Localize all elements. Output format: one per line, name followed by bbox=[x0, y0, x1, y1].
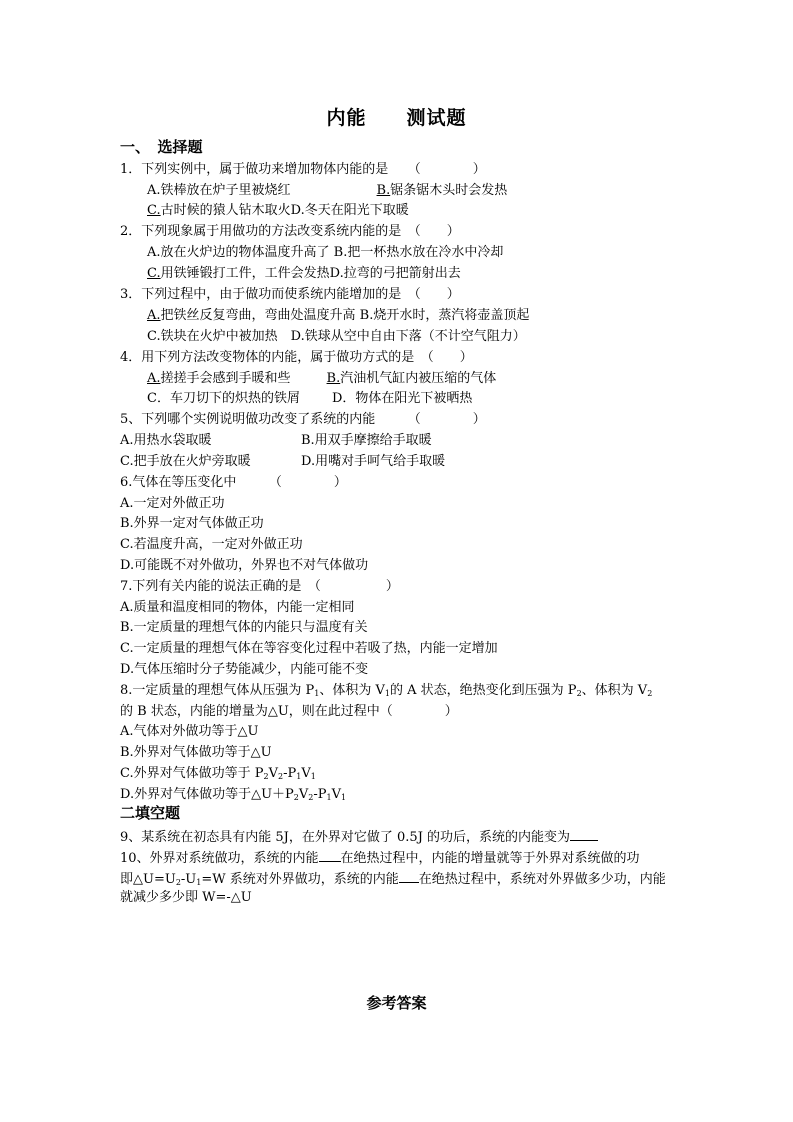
q10-blank-1[interactable] bbox=[319, 849, 341, 862]
q7-option-b: B.一定质量的理想气体的内能只与温度有关 bbox=[120, 620, 368, 635]
q8-sub: 2 bbox=[647, 689, 653, 698]
question-5-options-ab bbox=[120, 433, 432, 449]
q6-option-a: A.一定对外做正功 bbox=[120, 496, 225, 511]
q8-stem-part: 的 A 状态，绝热变化到压强为 P bbox=[390, 683, 577, 698]
q8c-part: V bbox=[301, 766, 311, 781]
section-choice-heading: 一、 选择题 bbox=[120, 138, 203, 156]
q4-option-b-letter: B. bbox=[326, 371, 341, 386]
q8d-part: V bbox=[298, 787, 309, 802]
q6-option-d: D.可能既不对外做功，外界也不对气体做功 bbox=[120, 558, 369, 573]
question-4-stem: 4．用下列方法改变物体的内能，属于做功方式的是 （ ） bbox=[120, 350, 473, 365]
q5-option-b: B.用双手摩擦给手取暖 bbox=[301, 433, 432, 448]
q1-option-c-text: 古时候的猿人钻木取火 bbox=[160, 203, 291, 218]
question-2-stem: 2．下列现象属于用做功的方法改变系统内能的是 （ ） bbox=[120, 224, 460, 239]
q8-sub: 2 bbox=[576, 689, 582, 698]
q5-option-a: A.用热水袋取暖 bbox=[120, 433, 212, 448]
question-9 bbox=[120, 828, 598, 846]
q9-blank[interactable] bbox=[570, 828, 598, 841]
q7-option-c: C.一定质量的理想气体在等容变化过程中若吸了热，内能一定增加 bbox=[120, 641, 498, 656]
question-1-options-ab bbox=[147, 183, 507, 199]
q10-text: =W 系统对外界做功，系统的内能 bbox=[201, 872, 399, 887]
question-4-options-ab bbox=[147, 371, 496, 387]
q8d-part: V bbox=[331, 787, 341, 802]
answer-heading: 参考答案 bbox=[366, 994, 427, 1012]
question-8-stem-line2: 的 B 状态，内能的增量为△U，则在此过程中（ ） bbox=[120, 704, 458, 719]
q8-sub: 2 bbox=[277, 772, 284, 781]
question-4-options-cd bbox=[147, 391, 472, 407]
question-3-options-ab bbox=[147, 308, 529, 324]
q8c-part: C.外界对气体做功等于 P bbox=[120, 766, 264, 781]
question-2-options-ab: A.放在火炉边的物体温度升高了 B.把一杯热水放在冷水中冷却 bbox=[147, 245, 504, 260]
q8-option-b: B.外界对气体做功等于△U bbox=[120, 745, 272, 760]
q7-option-d: D.气体压缩时分子势能减少，内能可能不变 bbox=[120, 662, 369, 677]
question-8-stem-line1 bbox=[120, 683, 652, 702]
q9-text: 9、某系统在初态具有内能 5J，在外界对它做了 0.5J 的功后，系统的内能变为 bbox=[120, 830, 571, 845]
q8-sub: 1 bbox=[296, 772, 302, 781]
q8-stem-part: 、体积为 V bbox=[581, 683, 648, 698]
q10-text: 在绝热过程中，系统对外界做多少功，内能 bbox=[418, 872, 666, 887]
q1-option-b-letter: B. bbox=[376, 183, 391, 198]
q7-option-a: A.质量和温度相同的物体，内能一定相同 bbox=[120, 600, 355, 615]
q4-option-d: D．物体在阳光下被晒热 bbox=[331, 391, 473, 406]
question-3-stem: 3．下列过程中，由于做功而使系统内能增加的是 （ ） bbox=[120, 287, 460, 302]
q5-option-d: D.用嘴对手呵气给手取暖 bbox=[301, 454, 446, 469]
question-6-stem: 6.气体在等压变化中 （ ） bbox=[120, 475, 347, 490]
q10-text: -U bbox=[180, 872, 197, 887]
q8-sub: 2 bbox=[308, 793, 314, 802]
question-1-options-cd bbox=[147, 203, 409, 219]
q8-sub: 2 bbox=[263, 772, 269, 781]
q2-option-c-letter: C. bbox=[147, 266, 161, 281]
question-10-line1 bbox=[120, 849, 640, 867]
q4-option-c: C．车刀切下的炽热的铁屑 bbox=[147, 391, 300, 406]
q10-text: 即△U=U bbox=[120, 872, 176, 887]
q10-text: 在绝热过程中，内能的增量就等于外界对系统做的功 bbox=[340, 851, 640, 866]
question-5-options-cd bbox=[120, 454, 445, 470]
q8-sub: 2 bbox=[293, 793, 299, 802]
q10-text: 10、外界对系统做功，系统的内能 bbox=[120, 851, 319, 866]
question-3-options-cd: C.铁块在火炉中被加热 D.铁球从空中自由下落（不计空气阻力） bbox=[147, 329, 526, 344]
question-7-stem: 7.下列有关内能的说法正确的是 （ ） bbox=[120, 579, 399, 594]
section-fill-heading: 二填空题 bbox=[120, 804, 181, 822]
q8c-part: V bbox=[268, 766, 278, 781]
q3-option-a-text: 把铁丝反复弯曲，弯曲处温度升高 B.烧开水时，蒸汽将壶盖顶起 bbox=[160, 308, 530, 323]
question-1-stem: 1．下列实例中，属于做功来增加物体内能的是 （ ） bbox=[120, 162, 486, 177]
question-2-options-cd bbox=[147, 266, 461, 282]
q6-option-b: B.外界一定对气体做正功 bbox=[120, 516, 264, 531]
q2-option-c-text: 用铁锤锻打工件，工件会发热 bbox=[160, 266, 330, 281]
q8-sub: 1 bbox=[384, 689, 391, 698]
q10-sub: 1 bbox=[196, 878, 202, 887]
q4-option-b-text: 汽油机气缸内被压缩的气体 bbox=[340, 371, 497, 386]
q8-stem-part: 8.一定质量的理想气体从压强为 P bbox=[120, 683, 315, 698]
question-10-line2 bbox=[120, 870, 666, 891]
question-10-line3: 就减少多少即 W=-△U bbox=[120, 890, 252, 905]
q4-option-a-text: 搓搓手会感到手暖和些 bbox=[160, 371, 291, 386]
q8-sub: 1 bbox=[326, 793, 332, 802]
q8-option-c bbox=[120, 766, 316, 785]
q2-option-d: D.拉弯的弓把箭射出去 bbox=[329, 266, 461, 281]
q5-option-c: C.把手放在火炉旁取暖 bbox=[120, 454, 251, 469]
question-5-stem: 5、下列哪个实例说明做功改变了系统的内能 （ ） bbox=[120, 412, 486, 427]
page-title: 内能 测试题 bbox=[326, 107, 467, 129]
q1-option-c-letter: C. bbox=[147, 203, 161, 218]
q8-stem-part: 、体积为 V bbox=[319, 683, 385, 698]
q3-option-a-letter: A. bbox=[147, 308, 161, 323]
q8-sub: 1 bbox=[314, 689, 320, 698]
q8-sub: 1 bbox=[310, 772, 316, 781]
q8-sub: 1 bbox=[341, 793, 347, 802]
q1-option-d: D.冬天在阳光下取暖 bbox=[290, 203, 409, 218]
q8-option-a: A.气体对外做功等于△U bbox=[120, 724, 259, 739]
q8d-part: D.外界对气体做功等于△U＋P bbox=[120, 787, 294, 802]
q1-option-b-text: 锯条锯木头时会发热 bbox=[390, 183, 508, 198]
q10-blank-2[interactable] bbox=[399, 870, 419, 883]
q8c-part: -P bbox=[283, 766, 297, 781]
q1-option-a: A.铁棒放在炉子里被烧红 bbox=[147, 183, 291, 198]
q8d-part: -P bbox=[313, 787, 327, 802]
q10-sub: 2 bbox=[175, 878, 181, 887]
q6-option-c: C.若温度升高，一定对外做正功 bbox=[120, 537, 303, 552]
q4-option-a-letter: A. bbox=[147, 371, 161, 386]
